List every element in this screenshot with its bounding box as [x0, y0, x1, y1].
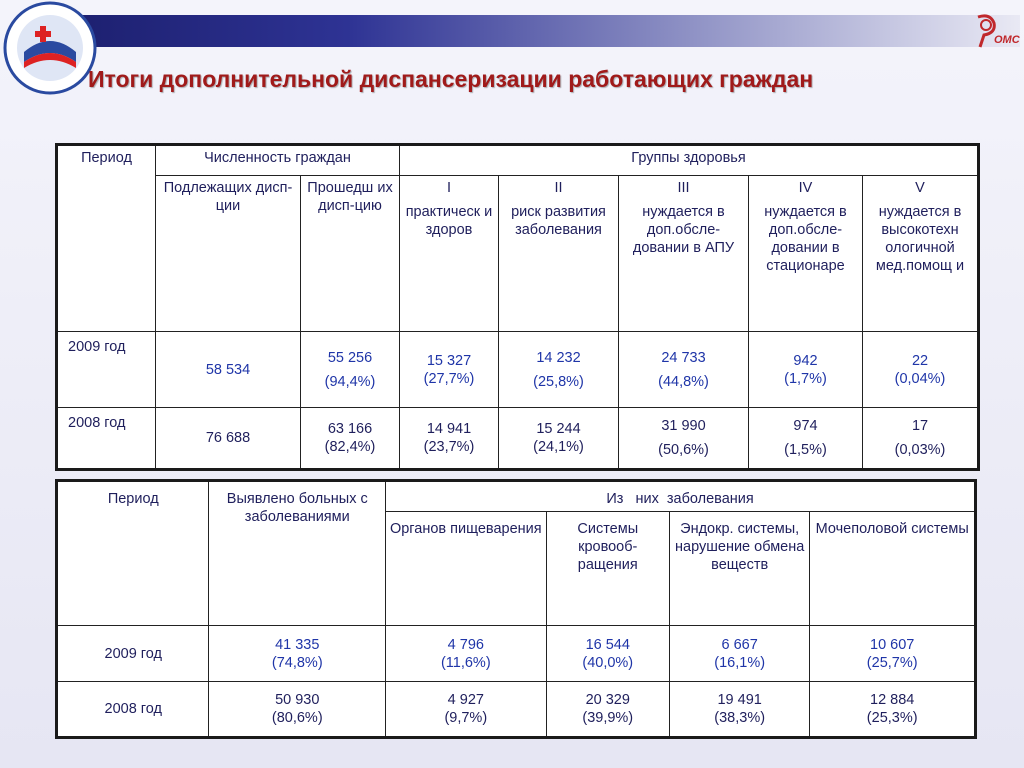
cell-detected: 50 930 (80,6%)	[209, 682, 386, 738]
cell-digestive: 4 796 (11,6%)	[386, 626, 547, 682]
header-digestive: Органов пищеварения	[386, 512, 547, 626]
header-group-4: IV нуждается в доп.обсле-довании в стационаре	[749, 176, 863, 332]
cell-passed: 55 256 (94,4%)	[301, 332, 400, 408]
cell-digestive: 4 927 (9,7%)	[386, 682, 547, 738]
cell-group-2: 14 232 (25,8%)	[499, 332, 619, 408]
header-period: Период	[57, 145, 156, 332]
screening-results-table	[55, 143, 980, 471]
cell-subject: 76 688	[156, 408, 301, 470]
row-year: 2008 год	[57, 682, 209, 738]
header-subject: Подлежащих дисп-ции	[156, 176, 301, 332]
cell-group-1: 14 941 (23,7%)	[400, 408, 499, 470]
cell-endocrine: 19 491 (38,3%)	[669, 682, 809, 738]
cell-circulatory: 20 329 (39,9%)	[546, 682, 669, 738]
cell-group-4: 974 (1,5%)	[749, 408, 863, 470]
national-project-health-logo	[2, 0, 98, 96]
header-period: Период	[57, 481, 209, 626]
cell-group-3: 24 733 (44,8%)	[619, 332, 749, 408]
header-bar	[60, 15, 1020, 47]
header-passed: Прошедш их дисп-цию	[301, 176, 400, 332]
cell-urogenital: 10 607 (25,7%)	[810, 626, 976, 682]
header-health-groups: Группы здоровья	[400, 145, 979, 176]
cell-group-1: 15 327 (27,7%)	[400, 332, 499, 408]
header-group-1: I практическ и здоров	[400, 176, 499, 332]
cell-circulatory: 16 544 (40,0%)	[546, 626, 669, 682]
page-title: Итоги дополнительной диспансеризации работающих граждан	[88, 66, 814, 92]
cell-passed: 63 166 (82,4%)	[301, 408, 400, 470]
detected-diseases-table	[55, 479, 977, 739]
header-group-5: V нуждается в высокотехн ологичной мед.помощ и	[863, 176, 979, 332]
cell-group-2: 15 244 (24,1%)	[499, 408, 619, 470]
cell-group-4: 942 (1,7%)	[749, 332, 863, 408]
cell-group-5: 22 (0,04%)	[863, 332, 979, 408]
header-urogenital: Мочеполовой системы	[810, 512, 976, 626]
header-circulatory: Системы кровооб-ращения	[546, 512, 669, 626]
cell-detected: 41 335 (74,8%)	[209, 626, 386, 682]
svg-text:ОМС: ОМС	[994, 34, 1020, 46]
header-detected: Выявлено больных с заболеваниями	[209, 481, 386, 626]
header-endocrine: Эндокр. системы, нарушение обмена веществ	[669, 512, 809, 626]
row-year: 2008 год	[57, 408, 156, 470]
table-row	[57, 332, 979, 408]
header-group-2: II риск развития заболевания	[499, 176, 619, 332]
header-count: Численность граждан	[156, 145, 400, 176]
cell-group-5: 17 (0,03%)	[863, 408, 979, 470]
row-year: 2009 год	[57, 626, 209, 682]
table-row	[57, 408, 979, 470]
cell-subject: 58 534	[156, 332, 301, 408]
cell-endocrine: 6 667 (16,1%)	[669, 626, 809, 682]
table-row	[57, 626, 976, 682]
oms-logo	[972, 13, 1022, 49]
cell-group-3: 31 990 (50,6%)	[619, 408, 749, 470]
row-year: 2009 год	[57, 332, 156, 408]
table-row	[57, 682, 976, 738]
cell-urogenital: 12 884 (25,3%)	[810, 682, 976, 738]
header-group-3: III нуждается в доп.обсле-довании в АПУ	[619, 176, 749, 332]
header-of-them: Из них заболевания	[386, 481, 976, 512]
